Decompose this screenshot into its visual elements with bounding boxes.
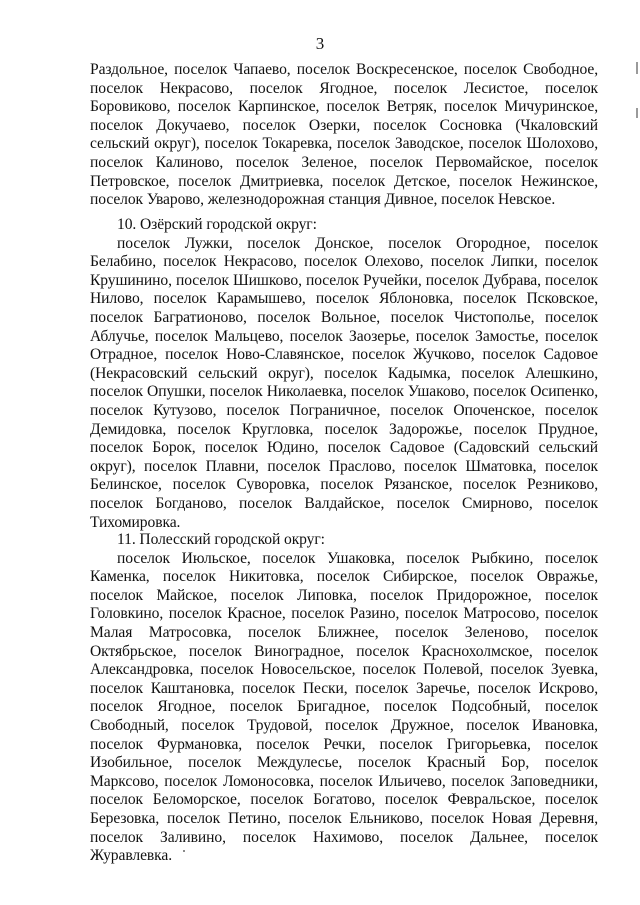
settlement-list-continued [90,61,598,210]
section-polessky-district [90,531,598,866]
settlement-list-paragraph: поселок Июльское, поселок Ушаковка, поселок Рыбкино, поселок Каменка, поселок Никитовка, поселок Сибирское, поселок Овражье, поселок Майское, поселок Липовка, поселок Придорожное, поселок Головкино, поселок Красное, поселок Разино, поселок Матросово, поселок Малая Матросовка, поселок Ближнее, поселок Зеленово, поселок Октябрьское, поселок Виноградное, поселок Краснохолмское, поселок Александровка, поселок Новосельское, поселок Полевой, поселок Зуевка, поселок Каштановка, поселок Пески, поселок Заречье, поселок Искрово, поселок Ягодное, поселок Бригадное, поселок Подсобный, поселок Свободный, поселок Трудовой, поселок Дружное, поселок Ивановка, поселок Фурмановка, поселок Речки, поселок Григорьевка, поселок Изобильное, поселок Междулесье, поселок Красный Бор, поселок Марксово, поселок Ломоносовка, поселок Ильичево, поселок Заповедники, поселок Беломорское, поселок Богатово, поселок Февральское, поселок Березовка, поселок Петино, поселок Ельниково, поселок Новая Деревня, поселок Заливино, поселок Нахимово, поселок Дальнее, поселок Журавлевка. [90,549,598,865]
section-heading: 11. Полесский городской округ: [117,531,325,548]
scan-edge-mark [636,62,638,74]
scan-edge-mark [636,108,638,118]
section-heading: 10. Озёрский городской округ: [117,216,317,233]
settlement-list-paragraph: Раздольное, поселок Чапаево, поселок Воскресенское, поселок Свободное, поселок Некрасово, поселок Ягодное, поселок Лесистое, поселок Боровиково, поселок Карпинское, поселок Ветряк, поселок Мичуринское, поселок Докучаево, поселок Озерки, поселок Сосновка (Чкаловский сельский округ), поселок Токаревка, поселок Заводское, поселок Шолохово, поселок Калиново, поселок Зеленое, поселок Первомайское, поселок Петровское, поселок Дмитриевка, поселок Детское, поселок Нежинское, поселок Уварово, железнодорожная станция Дивное, поселок Невское. [90,61,598,209]
page-number: 3 [315,34,325,53]
settlement-list-paragraph: поселок Лужки, поселок Донское, поселок Огородное, поселок Белабино, поселок Некрасово, поселок Олехово, поселок Липки, поселок Крушинино, поселок Шишково, поселок Ручейки, поселок Дубрава, поселок Нилово, поселок Карамышево, поселок Яблоновка, поселок Псковское, поселок Багратионово, поселок Вольное, поселок Чистополье, поселок Аблучье, поселок Мальцево, поселок Заозерье, поселок Замостье, поселок Отрадное, поселок Ново-Славянское, поселок Жучково, поселок Садовое (Некрасовский сельский округ), поселок Кадымка, поселок Алешкино, поселок Опушки, поселок Николаевка, поселок Ушаково, поселок Осипенко, поселок Кутузово, поселок Пограничное, поселок Опоченское, поселок Демидовка, поселок Кругловка, поселок Задорожье, поселок Прудное, поселок Борок, поселок Юдино, поселок Садовое (Садовский сельский округ), поселок Плавни, поселок Праслово, поселок Шматовка, поселок Белинское, поселок Суворовка, поселок Рязанское, поселок Резниково, поселок Богданово, поселок Валдайское, поселок Смирново, поселок Тихомировка. [90,234,598,531]
scan-speck [183,850,185,852]
section-ozersky-district [90,216,598,532]
